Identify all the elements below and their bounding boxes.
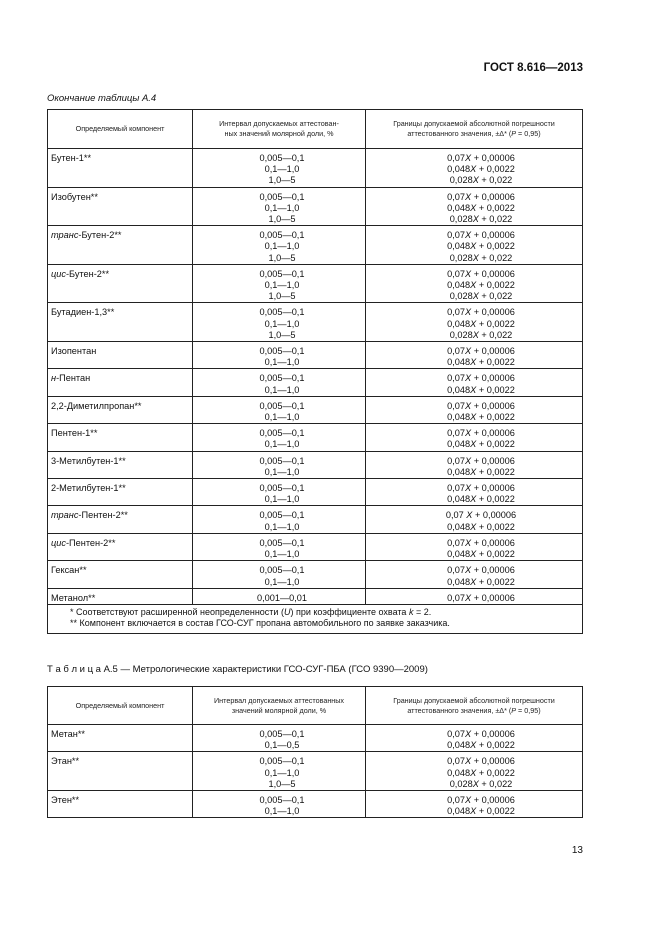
interval-value: 0,005—0,1	[259, 455, 305, 466]
interval-cell	[193, 424, 366, 451]
bound-value: 0,07X + 0,00006	[447, 400, 515, 411]
table-notes	[48, 604, 583, 633]
bound-value: 0,048X + 0,0022	[447, 740, 515, 751]
column-header-bounds: Границы допускаемой абсолютной погрешности аттестованного значения, ±Δ* (Р = 0,95)	[366, 687, 583, 725]
bound-value: 0,048X + 0,0022	[447, 318, 515, 329]
component-cell: транс-Бутен-2**	[48, 226, 193, 265]
interval-value: 0,005—0,1	[259, 565, 305, 576]
table-row	[48, 342, 583, 369]
interval-value: 0,1—1,0	[264, 280, 300, 291]
interval-cell	[193, 791, 366, 818]
bound-value: 0,07 X + 0,00006	[445, 510, 517, 521]
document-code: ГОСТ 8.616—2013	[483, 62, 583, 74]
interval-value: 0,005—0,1	[259, 346, 305, 357]
table-row	[48, 752, 583, 791]
bound-value: 0,07X + 0,00006	[447, 483, 515, 494]
table-row	[48, 561, 583, 588]
interval-value: 0,1—1,0	[264, 164, 300, 175]
table-a4-header-row	[48, 110, 583, 149]
bounds-cell	[366, 506, 583, 533]
interval-value: 1,0—5	[268, 291, 296, 302]
bounds-cell	[366, 149, 583, 188]
bound-value: 0,07X + 0,00006	[447, 455, 515, 466]
interval-cell	[193, 396, 366, 423]
bound-value: 0,07X + 0,00006	[447, 153, 515, 163]
page-number: 13	[571, 845, 583, 856]
bounds-cell	[366, 369, 583, 396]
table-row	[48, 791, 583, 818]
table-row	[48, 303, 583, 342]
table-row	[48, 226, 583, 265]
bound-value: 0,07X + 0,00006	[447, 565, 515, 576]
bounds-cell	[366, 396, 583, 423]
column-header-bounds: Границы допускаемой абсолютной погрешности аттестованного значения, ±Δ* (Р = 0,95)	[366, 110, 583, 149]
bounds-cell	[366, 424, 583, 451]
table-a4-caption: Окончание таблицы А.4	[47, 93, 157, 104]
bounds-cell	[366, 791, 583, 818]
interval-value: 0,005—0,1	[259, 400, 305, 411]
interval-cell	[193, 533, 366, 560]
bound-value: 0,048X + 0,0022	[447, 384, 515, 395]
bound-value: 0,028X + 0,022	[449, 214, 513, 225]
bound-value: 0,048X + 0,0022	[447, 576, 515, 587]
interval-value: 0,005—0,1	[259, 153, 305, 163]
interval-value: 0,1—1,0	[264, 521, 300, 532]
bound-value: 0,07X + 0,00006	[447, 428, 515, 439]
interval-value: 1,0—5	[268, 778, 296, 789]
interval-value: 0,005—0,1	[259, 537, 305, 548]
interval-value: 0,005—0,1	[259, 729, 305, 739]
bound-value: 0,028X + 0,022	[449, 291, 513, 302]
table-row	[48, 264, 583, 303]
interval-cell	[193, 369, 366, 396]
bound-value: 0,048X + 0,0022	[447, 439, 515, 450]
interval-cell	[193, 479, 366, 506]
interval-value: 0,1—1,0	[264, 549, 300, 560]
bound-value: 0,048X + 0,0022	[447, 412, 515, 423]
column-header-interval: Интервал допускаемых аттестован- ных значений молярной доли, %	[193, 110, 366, 149]
bound-value: 0,048X + 0,0022	[447, 202, 515, 213]
table-row	[48, 588, 583, 604]
component-cell: цис-Пентен-2**	[48, 533, 193, 560]
bound-value: 0,028X + 0,022	[449, 175, 513, 186]
interval-cell	[193, 451, 366, 478]
bound-value: 0,028X + 0,022	[449, 252, 513, 263]
interval-value: 0,1—1,0	[264, 466, 300, 477]
bound-value: 0,028X + 0,022	[449, 778, 513, 789]
interval-cell	[193, 588, 366, 604]
bound-value: 0,048X + 0,0022	[447, 357, 515, 368]
table-row	[48, 149, 583, 188]
bound-value: 0,07X + 0,00006	[447, 346, 515, 357]
bound-value: 0,07X + 0,00006	[447, 592, 515, 603]
component-cell: Гексан**	[48, 561, 193, 588]
interval-value: 0,1—1,0	[264, 494, 300, 505]
interval-value: 1,0—5	[268, 175, 296, 186]
interval-value: 0,1—1,0	[264, 384, 300, 395]
interval-value: 0,1—1,0	[264, 202, 300, 213]
component-cell: транс-Пентен-2**	[48, 506, 193, 533]
interval-cell	[193, 187, 366, 226]
column-header-interval: Интервал допускаемых аттестованных значений молярной доли, %	[193, 687, 366, 725]
table-row	[48, 369, 583, 396]
interval-cell	[193, 561, 366, 588]
component-cell: Этен**	[48, 791, 193, 818]
bound-value: 0,07X + 0,00006	[447, 373, 515, 384]
table-a5-header-row	[48, 687, 583, 725]
table-row	[48, 725, 583, 752]
interval-value: 0,005—0,1	[259, 230, 305, 241]
bounds-cell	[366, 533, 583, 560]
bounds-cell	[366, 342, 583, 369]
component-cell: 2-Метилбутен-1**	[48, 479, 193, 506]
interval-value: 0,005—0,1	[259, 795, 305, 806]
bounds-cell	[366, 264, 583, 303]
table-row	[48, 424, 583, 451]
table-a5-body	[48, 725, 583, 818]
interval-value: 0,001—0,01	[256, 592, 308, 603]
bound-value: 0,07X + 0,00006	[447, 268, 515, 279]
bounds-cell	[366, 479, 583, 506]
component-cell: Пентен-1**	[48, 424, 193, 451]
interval-cell	[193, 264, 366, 303]
component-cell: Изопентан	[48, 342, 193, 369]
bounds-cell	[366, 226, 583, 265]
table-a5-caption: Т а б л и ц а А.5 — Метрологические характеристики ГСО-СУГ-ПБА (ГСО 9390—2009)	[47, 664, 428, 675]
bound-value: 0,048X + 0,0022	[447, 806, 515, 817]
interval-cell	[193, 342, 366, 369]
interval-value: 0,1—1,0	[264, 357, 300, 368]
interval-value: 0,005—0,1	[259, 191, 305, 202]
bound-value: 0,048X + 0,0022	[447, 767, 515, 778]
component-cell: Этан**	[48, 752, 193, 791]
table-row	[48, 506, 583, 533]
notes-row	[48, 604, 583, 633]
component-cell: Изобутен**	[48, 187, 193, 226]
bounds-cell	[366, 561, 583, 588]
interval-value: 0,1—1,0	[264, 412, 300, 423]
bound-value: 0,07X + 0,00006	[447, 729, 515, 739]
column-header-component: Определяемый компонент	[48, 110, 193, 149]
component-cell: Бутен-1**	[48, 149, 193, 188]
interval-value: 0,1—1,0	[264, 767, 300, 778]
bound-value: 0,048X + 0,0022	[447, 521, 515, 532]
table-row	[48, 479, 583, 506]
bounds-cell	[366, 725, 583, 752]
interval-value: 0,005—0,1	[259, 756, 305, 767]
interval-cell	[193, 506, 366, 533]
bounds-cell	[366, 752, 583, 791]
table-row	[48, 533, 583, 560]
component-cell: цис-Бутен-2**	[48, 264, 193, 303]
table-row	[48, 396, 583, 423]
interval-value: 1,0—5	[268, 252, 296, 263]
column-header-component: Определяемый компонент	[48, 687, 193, 725]
interval-value: 0,1—1,0	[264, 241, 300, 252]
interval-value: 0,005—0,1	[259, 428, 305, 439]
footnote: * Соответствуют расширенной неопределенности (U) при коэффициенте охвата k = 2.	[70, 606, 432, 617]
interval-value: 0,1—1,0	[264, 318, 300, 329]
bound-value: 0,048X + 0,0022	[447, 549, 515, 560]
component-cell: Бутадиен-1,3**	[48, 303, 193, 342]
bound-value: 0,07X + 0,00006	[447, 756, 515, 767]
table-row	[48, 187, 583, 226]
bound-value: 0,048X + 0,0022	[447, 241, 515, 252]
component-cell: 3-Метилбутен-1**	[48, 451, 193, 478]
interval-value: 0,1—1,0	[264, 806, 300, 817]
interval-cell	[193, 303, 366, 342]
bound-value: 0,048X + 0,0022	[447, 164, 515, 175]
component-cell: н-Пентан	[48, 369, 193, 396]
component-cell: Метан**	[48, 725, 193, 752]
interval-value: 0,1—1,0	[264, 439, 300, 450]
bound-value: 0,048X + 0,0022	[447, 280, 515, 291]
bound-value: 0,07X + 0,00006	[447, 795, 515, 806]
bound-value: 0,028X + 0,022	[449, 329, 513, 340]
interval-value: 0,1—0,5	[264, 740, 300, 751]
interval-value: 0,005—0,1	[259, 483, 305, 494]
bounds-cell	[366, 187, 583, 226]
footnote: ** Компонент включается в состав ГСО-СУГ пропана автомобильного по заявке заказчика.	[70, 618, 450, 629]
interval-cell	[193, 149, 366, 188]
interval-cell	[193, 725, 366, 752]
interval-value: 0,005—0,1	[259, 307, 305, 318]
bound-value: 0,07X + 0,00006	[447, 537, 515, 548]
bounds-cell	[366, 303, 583, 342]
table-row	[48, 451, 583, 478]
bounds-cell	[366, 588, 583, 604]
bound-value: 0,048X + 0,0022	[447, 494, 515, 505]
table-a4-body	[48, 149, 583, 634]
component-cell: Метанол**	[48, 588, 193, 604]
interval-value: 0,1—1,0	[264, 576, 300, 587]
interval-value: 0,005—0,1	[259, 510, 305, 521]
interval-cell	[193, 752, 366, 791]
bound-value: 0,07X + 0,00006	[447, 191, 515, 202]
bound-value: 0,07X + 0,00006	[447, 230, 515, 241]
component-cell: 2,2-Диметилпропан**	[48, 396, 193, 423]
bounds-cell	[366, 451, 583, 478]
interval-value: 0,005—0,1	[259, 373, 305, 384]
interval-cell	[193, 226, 366, 265]
table-a4	[47, 109, 583, 634]
interval-value: 1,0—5	[268, 329, 296, 340]
table-a5	[47, 686, 583, 818]
interval-value: 0,005—0,1	[259, 268, 305, 279]
bound-value: 0,048X + 0,0022	[447, 466, 515, 477]
interval-value: 1,0—5	[268, 214, 296, 225]
bound-value: 0,07X + 0,00006	[447, 307, 515, 318]
